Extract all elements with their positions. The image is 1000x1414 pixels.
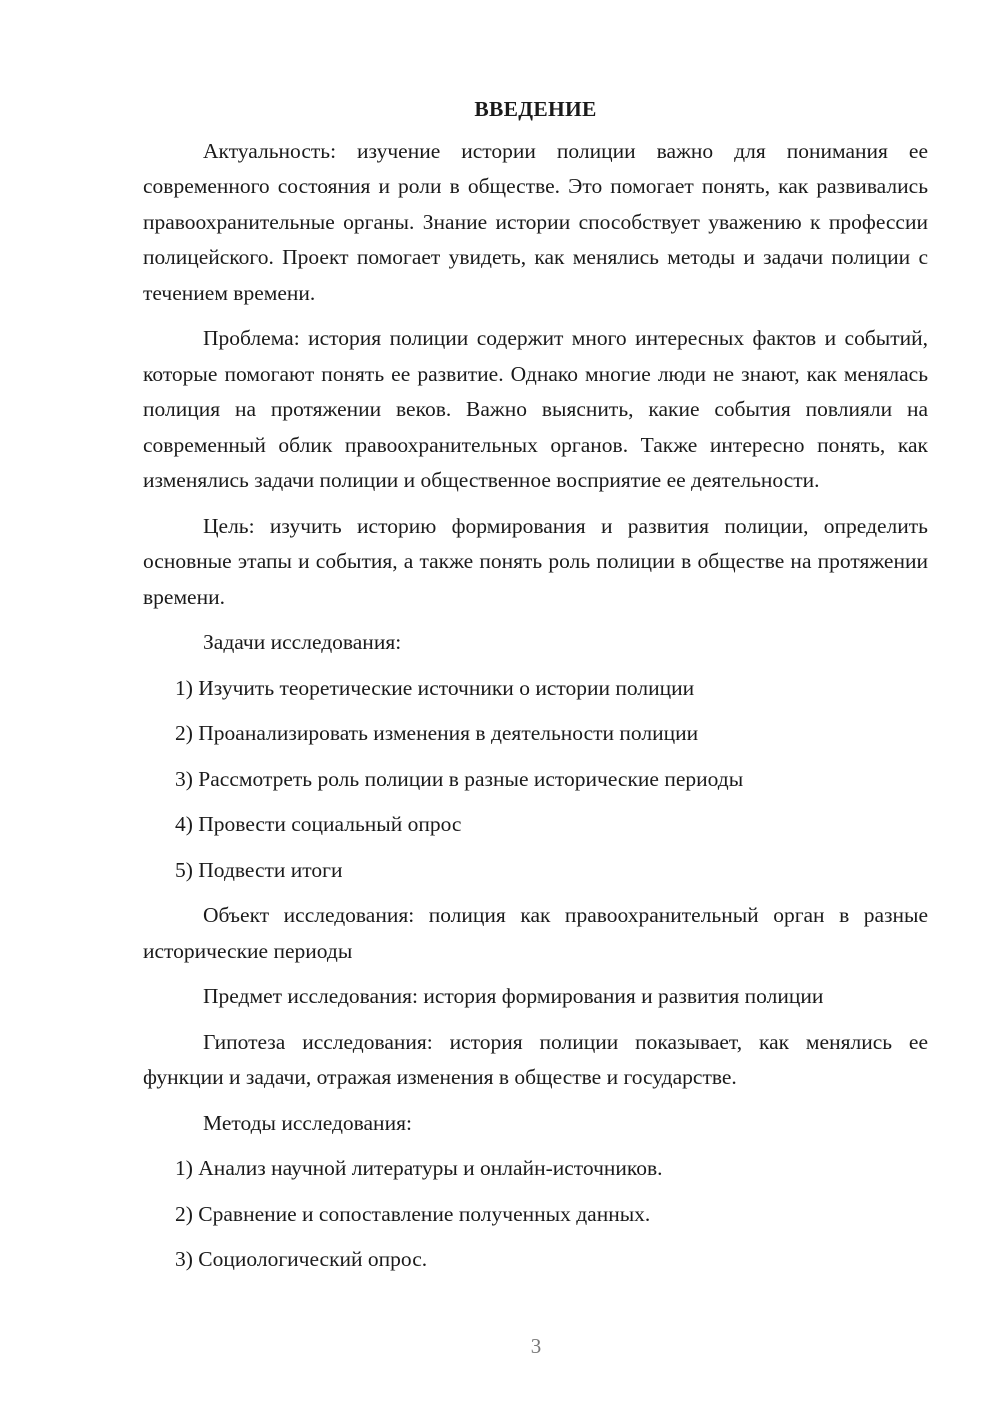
relevance-paragraph: Актуальность: изучение истории полиции важно для понимания ее современного состояния и роли в обществе. Это помогает понять, как развивались правоохранительные органы. Знание истории способствует уважению к профессии полицейского. Проект помогает увидеть, как менялись методы и задачи полиции с течением времени.: [143, 138, 928, 305]
task-item: 4) Провести социальный опрос: [175, 812, 462, 836]
section-title: ВВЕДЕНИЕ: [474, 97, 597, 121]
task-item: 2) Проанализировать изменения в деятельности полиции: [175, 721, 699, 745]
task-item: 5) Подвести итоги: [175, 857, 343, 882]
object-paragraph: Объект исследования: полиция как правоохранительный орган в разные исторические периоды: [143, 903, 928, 963]
method-item: 2) Сравнение и сопоставление полученных данных.: [175, 1201, 651, 1226]
page-number: 3: [530, 1334, 542, 1358]
goal-paragraph: Цель: изучить историю формирования и развития полиции, определить основные этапы и события, а также понять роль полиции в обществе на протяжении времени.: [143, 513, 928, 609]
hypothesis-paragraph: Гипотеза исследования: история полиции показывает, как менялись ее функции и задачи, отражая изменения в обществе и государстве.: [143, 1029, 928, 1089]
tasks-heading: Задачи исследования:: [203, 630, 402, 654]
method-item: 1) Анализ научной литературы и онлайн-источников.: [175, 1156, 663, 1180]
document-page: [143, 92, 928, 1288]
task-item: 1) Изучить теоретические источники о истории полиции: [175, 675, 695, 700]
problem-paragraph: Проблема: история полиции содержит много интересных фактов и событий, которые помогают понять ее развитие. Однако многие люди не знают, как менялась полиция на протяжении веков. Важно выяснить, какие события повлияли на современный облик правоохранительных органов. Также интересно понять, как изменялись задачи полиции и общественное восприятие ее деятельности.: [143, 326, 928, 492]
subject-paragraph: Предмет исследования: история формирования и развития полиции: [203, 984, 824, 1008]
methods-heading: Методы исследования:: [203, 1110, 412, 1135]
task-item: 3) Рассмотреть роль полиции в разные исторические периоды: [175, 766, 744, 791]
method-item: 3) Социологический опрос.: [175, 1247, 428, 1271]
